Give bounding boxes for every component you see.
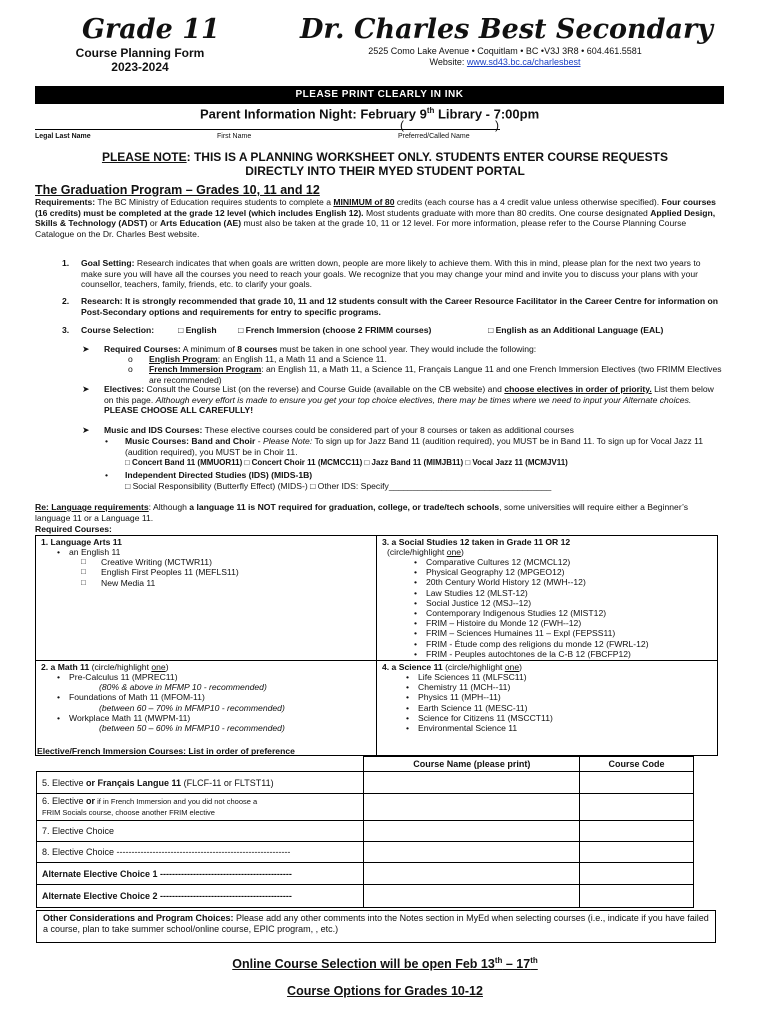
required-courses-bullet: Required Courses: A minimum of 8 courses must be taken in one school year. They would include the following: — [104, 344, 537, 354]
print-notice-bar: PLEASE PRINT CLEARLY IN INK — [35, 86, 724, 104]
science-option[interactable]: • Life Sciences 11 (MLFSC11) — [404, 672, 712, 682]
step-goal-setting: Goal Setting: Research indicates that when goals are written down, people are more likely to achieve them. With this in mind, please plan for the next two years to make sure you will have all the courses you need to reach your goals. We recognize that you may change your mind and invite you to discuss your plans with your counsellor, teachers, family, friends, etc. to clarify your goals. — [81, 258, 701, 289]
elective-7-code-field[interactable] — [580, 821, 694, 842]
form-year: 2023-2024 — [111, 60, 169, 74]
math-option-note: (between 60 – 70% in MFMP10 - recommended) — [99, 702, 285, 713]
website-label: Website: — [429, 57, 465, 67]
language-arts-cell: 1. Language Arts 11 • an English 11 □ Creative Writing (MCTWR11) □ English First Peoples 11 (MEFLS11) □ New Media 11 — [36, 536, 377, 661]
graduation-heading: The Graduation Program – Grades 10, 11 and 12 — [35, 183, 320, 197]
social-studies-option[interactable]: • Social Justice 12 (MSJ--12) — [412, 598, 712, 608]
social-studies-option[interactable]: • Law Studies 12 (MLST-12) — [412, 588, 712, 598]
elective-7-label: 7. Elective Choice — [37, 821, 364, 842]
school-address-block — [300, 46, 710, 68]
social-studies-option[interactable]: • Contemporary Indigenous Studies 12 (MIST12) — [412, 608, 712, 618]
creative-writing-option[interactable]: □ Creative Writing (MCTWR11) — [81, 557, 371, 567]
science-option[interactable]: • Chemistry 11 (MCH--11) — [404, 682, 712, 692]
math-option-note: (80% & above in MFMP 10 - recommended) — [99, 682, 267, 693]
required-courses-label: Required Courses: — [35, 524, 112, 534]
alternate-2-label: Alternate Elective Choice 2 -------------------------------------------- — [37, 885, 364, 908]
elective-6-name-field[interactable] — [364, 794, 580, 821]
language-requirements: Re: Language requirements: Although a language 11 is NOT required for graduation, college, or trade/tech schools, some universities will require either a Beginner’s language 11 or a Language 11. — [35, 502, 689, 523]
music-courses-item: Music Courses: Band and Choir - Please Note: To sign up for Jazz Band 11 (audition required), you MUST be in Band 11. To sign up for Vocal Jazz 11 (audition required), you MUST be in Choir 11. — [125, 436, 703, 457]
step-course-selection: Course Selection: — [81, 325, 155, 335]
course-options-heading: Course Options for Grades 10-12 — [287, 984, 483, 998]
elective-5-label: 5. Elective or Français Langue 11 (FLCF-11 or FLTST11) — [37, 772, 364, 794]
course-name-header: Course Name (please print) — [364, 757, 580, 772]
graduation-requirements: Requirements: The BC Ministry of Education requires students to complete a MINIMUM of 80 credits (each course has a 4 credit value unless otherwise specified). Four courses (16 credits) must be completed at the grade 12 level (which includes English 12). Most students graduate with more than 80 credits. One course designated Applied Design, Skills & Technology (ADST) or Arts Education (AE) must also be taken at the grade 10, 11 or 12 level. For more information, please refer to the Course Planning Course Catalogue on the Dr. Charles Best website. — [35, 197, 716, 239]
school-address: 2525 Como Lake Avenue • Coquitlam • BC •V3J 3R8 • 604.461.5581 — [368, 46, 642, 56]
social-studies-option[interactable]: • Physical Geography 12 (MPGEO12) — [412, 567, 712, 577]
preferred-name-label: Preferred/Called Name — [398, 133, 470, 140]
math-option[interactable]: • Foundations of Math 11 (MFOM-11) — [55, 692, 371, 702]
alternate-1-code-field[interactable] — [580, 863, 694, 885]
elective-7-name-field[interactable] — [364, 821, 580, 842]
social-studies-option[interactable]: • FRIM - Étude comp des religions du monde 12 (FWRL-12) — [412, 639, 712, 649]
arrow-bullet-icon: ➤ — [82, 384, 90, 394]
ids-item: Independent Directed Studies (IDS) (MIDS-1B) — [125, 470, 313, 480]
math-option[interactable]: • Pre-Calculus 11 (MPREC11) — [55, 672, 371, 682]
eal-checkbox[interactable]: □ English as an Additional Language (EAL) — [488, 325, 664, 335]
elective-8-name-field[interactable] — [364, 842, 580, 863]
music-options-checkboxes[interactable]: □ Concert Band 11 (MMUOR11) □ Concert Choir 11 (MCMCC11) □ Jazz Band 11 (MIMJB11) □ Vocal Jazz 11 (MCMJV11) — [125, 458, 568, 467]
english-first-peoples-option[interactable]: □ English First Peoples 11 (MEFLS11) — [81, 567, 371, 577]
social-studies-option[interactable]: • FRIM – Histoire du Monde 12 (FWH--12) — [412, 618, 712, 628]
science-option[interactable]: • Science for Citizens 11 (MSCCT11) — [404, 713, 712, 723]
math-option[interactable]: • Workplace Math 11 (MWPM-11) — [55, 713, 371, 723]
social-studies-option[interactable]: • FRIM – Sciences Humaines 11 – Expl (FEPSS11) — [412, 628, 712, 638]
form-name-line1: Course Planning Form — [75, 46, 205, 60]
course-code-header: Course Code — [580, 757, 694, 772]
alternate-2-name-field[interactable] — [364, 885, 580, 908]
elective-5-name-field[interactable] — [364, 772, 580, 794]
social-studies-option[interactable]: • Comparative Cultures 12 (MCMCL12) — [412, 557, 712, 567]
science-option[interactable]: • Earth Science 11 (MESC-11) — [404, 703, 712, 713]
english-program-item: English Program: an English 11, a Math 11 and a Science 11. — [149, 354, 387, 364]
elective-6-code-field[interactable] — [580, 794, 694, 821]
english11-item[interactable]: • an English 11 — [55, 547, 371, 557]
elective-8-code-field[interactable] — [580, 842, 694, 863]
electives-bullet: Electives: Consult the Course List (on the reverse) and Course Guide (available on the CB website) and choose electives in order of priority. List them below on this page. Although every effort is made to ensure you get your top choice electives, there may be times where we need to input your Alternate choices. PLEASE CHOOSE ALL CAREFULLY! — [104, 384, 714, 415]
science-option[interactable]: • Physics 11 (MPH--11) — [404, 692, 712, 702]
step-research: Research: It is strongly recommended that grade 10, 11 and 12 students consult with the Career Resource Facilitator in the Career Centre for information on Post-Secondary options and requirements for entry to specific programs. — [81, 296, 719, 317]
science-option[interactable]: • Environmental Science 11 — [404, 723, 712, 733]
music-ids-bullet: Music and IDS Courses: These elective courses could be considered part of your 8 courses or taken as additional courses — [104, 425, 574, 435]
elective-5-code-field[interactable] — [580, 772, 694, 794]
first-name-label: First Name — [217, 133, 252, 140]
alternate-2-code-field[interactable] — [580, 885, 694, 908]
other-considerations-box: Other Considerations and Program Choices: Please add any other comments into the Notes section in MyEd when selecting courses (i.e., indicate if you have failed a course, plan to take summer school/online course, EPIC program, , etc.) — [36, 910, 716, 943]
elective-table — [36, 756, 694, 908]
social-studies-cell: 3. a Social Studies 12 taken in Grade 11 OR 12 (circle/highlight one) • Comparative Cultures 12 (MCMCL12) • Physical Geography 12 (MPGEO12) • 20th Century World History 12 (MWH--12) • Law Studies 12 (MLST-12) • Social Justice 12 (MSJ--12) • Contemporary Indigenous Studies 12 (MIST12) • FRIM – Histoire du Monde 12 (FWH--12) • FRIM – Sciences Humaines 11 – Expl (FEPSS11) • FRIM - Étude comp des religions du monde 12 (FWRL-12) • FRIM - Peuples autochtones de la C-B 12 (FBCFP12) — [377, 536, 718, 661]
alternate-1-label: Alternate Elective Choice 1 -------------------------------------------- — [37, 863, 364, 885]
french-program-item: French Immersion Program: an English 11, a Math 11, a Science 11, Français Langue 11 and one French Immersion Electives (two FRIMM Electives are recommended) — [149, 364, 722, 385]
planning-note: PLEASE NOTE: THIS IS A PLANNING WORKSHEET ONLY. STUDENTS ENTER COURSE REQUESTS DIRECTLY INTO THEIR MYED STUDENT PORTAL — [101, 150, 669, 178]
math-cell: 2. a Math 11 (circle/highlight one) • Pre-Calculus 11 (MPREC11) (80% & above in MFMP 10 - recommended) • Foundations of Math 11 (MFOM-11) (between 60 – 70% in MFMP10 - recommended) • Workplace Math 11 (MWPM-11) (between 50 – 60% in MFMP10 - recommended) — [36, 661, 377, 756]
required-courses-table — [35, 535, 718, 756]
math-option-note: (between 50 – 60% in MFMP10 - recommended) — [99, 723, 285, 734]
website-link[interactable]: www.sd43.bc.ca/charlesbest — [466, 57, 581, 67]
school-title: Dr. Charles Best Secondary — [300, 14, 713, 45]
elective-6-label: 6. Elective or if in French Immersion and you did not choose a FRIM Socials course, choose another FRIM elective — [37, 794, 364, 821]
english-checkbox[interactable]: □ English — [178, 325, 217, 335]
parent-night-notice: Parent Information Night: February 9th Library - 7:00pm — [200, 106, 540, 122]
science-cell: 4. a Science 11 (circle/highlight one) • Life Sciences 11 (MLFSC11) • Chemistry 11 (MCH--11) • Physics 11 (MPH--11) • Earth Science 11 (MESC-11) • Science for Citizens 11 (MSCCT11) • Environmental Science 11 — [377, 661, 718, 756]
elective-table-heading: Elective/French Immersion Courses: List in order of preference — [37, 746, 295, 756]
ids-options-checkboxes[interactable]: □ Social Responsibility (Butterfly Effect) (MIDS-) □ Other IDS: Specify__________________________________ — [125, 481, 552, 491]
social-studies-option[interactable]: • FRIM - Peuples autochtones de la C-B 12 (FBCFP12) — [412, 649, 712, 659]
arrow-bullet-icon: ➤ — [82, 344, 90, 354]
social-studies-option[interactable]: • 20th Century World History 12 (MWH--12) — [412, 577, 712, 587]
elective-8-label: 8. Elective Choice ---------------------------------------------------------- — [37, 842, 364, 863]
name-entry-line[interactable] — [35, 128, 500, 130]
new-media-option[interactable]: □ New Media 11 — [81, 578, 371, 588]
arrow-bullet-icon: ➤ — [82, 425, 90, 435]
grade-title: Grade 11 — [82, 14, 220, 45]
form-name — [65, 46, 215, 74]
alternate-1-name-field[interactable] — [364, 863, 580, 885]
legal-last-name-label: Legal Last Name — [35, 133, 91, 140]
french-immersion-checkbox[interactable]: □ French Immersion (choose 2 FRIMM courses) — [238, 325, 432, 335]
online-selection-notice: Online Course Selection will be open Feb 13th – 17th — [232, 956, 538, 972]
